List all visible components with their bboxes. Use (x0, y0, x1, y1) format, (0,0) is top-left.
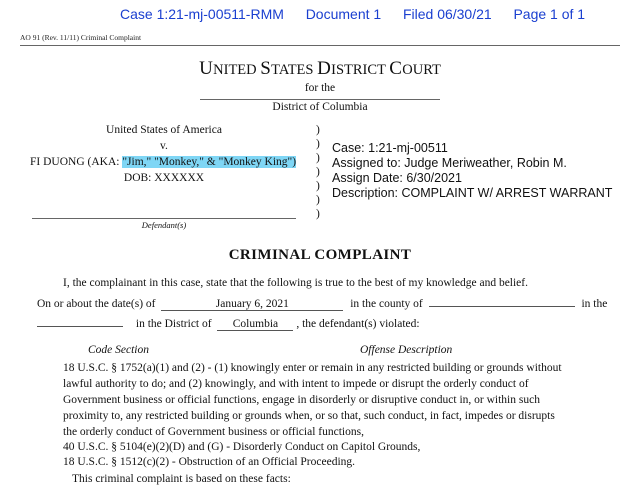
document-number: Document 1 (305, 6, 382, 22)
complaint-intro: I, the complainant in this case, state that the following is true to the best of my knowledge and belief. (63, 277, 528, 289)
district-name: District of Columbia (272, 101, 368, 113)
defendant-label: Defendant(s) (141, 220, 187, 230)
paren-2: ) (316, 138, 320, 150)
county-value (429, 306, 575, 307)
stamp-assigned: Assigned to: Judge Meriweather, Robin M. (332, 156, 567, 170)
form-divider (20, 45, 620, 46)
form-id: AO 91 (Rev. 11/11) Criminal Complaint (20, 33, 142, 42)
filed-date: Filed 06/30/21 (402, 6, 492, 22)
stamp-assign-date: Assign Date: 6/30/2021 (332, 171, 462, 185)
offense-line: proximity to, any restricted building or grounds when, or so that, such conduct, in fact, impedes or disrupts (63, 410, 555, 422)
for-the: for the (304, 82, 336, 94)
offense-line: 18 U.S.C. § 1752(a)(1) and (2) - (1) knowingly enter or remain in any restricted building or grounds without (63, 362, 562, 374)
date-value: January 6, 2021 (161, 298, 343, 311)
offense-line: Government business or official functions, engage in disorderly or disruptive conduct in, or within such (63, 394, 540, 406)
offense-line: the orderly conduct of Government business or official functions, (63, 426, 364, 438)
prefix-blank (37, 326, 123, 327)
offense-line: lawful authority to do; and (2) knowingly, and with intent to impede or disrupt the orderly conduct of (63, 378, 529, 390)
case-number: Case 1:21-mj-00511-RMM (120, 6, 284, 22)
versus: v. (160, 140, 168, 152)
case-header (120, 6, 585, 22)
paren-7: ) (316, 208, 320, 220)
court-title: UNITED STATES DISTRICT COURT (199, 58, 441, 79)
paren-4: ) (316, 166, 320, 178)
paren-3: ) (316, 152, 320, 164)
defendant-aka: "Jim," "Monkey," & "Monkey King") (122, 156, 297, 168)
paren-6: ) (316, 194, 320, 206)
paren-5: ) (316, 180, 320, 192)
plaintiff: United States of America (106, 124, 222, 136)
stamp-description: Description: COMPLAINT W/ ARREST WARRANT (332, 186, 613, 200)
code-section-label: Code Section (88, 344, 149, 356)
complaint-heading: CRIMINAL COMPLAINT (228, 247, 412, 263)
offense-description-label: Offense Description (360, 344, 453, 356)
offense-line: 40 U.S.C. § 5104(e)(2)(D) and (G) - Disorderly Conduct on Capitol Grounds, (63, 441, 421, 453)
page-indicator: Page 1 of 1 (513, 6, 586, 22)
defendant-dob: DOB: XXXXXX (123, 172, 205, 184)
district-line-row: in the District of Columbia , the defendant(s) violated: (37, 318, 420, 331)
district-line (200, 99, 440, 100)
defendant-name: FI DUONG (AKA: "Jim," "Monkey," & "Monkey King") (30, 156, 297, 168)
paren-1: ) (316, 124, 320, 136)
date-line: On or about the date(s) of January 6, 2021 in the county of in the (37, 298, 608, 310)
district-value: Columbia (217, 318, 293, 331)
based-on-facts: This criminal complaint is based on these facts: (72, 473, 291, 485)
offense-line: 18 U.S.C. § 1512(c)(2) - Obstruction of an Official Proceeding. (63, 456, 356, 468)
stamp-case: Case: 1:21-mj-00511 (332, 141, 448, 155)
defendant-line (32, 218, 296, 219)
